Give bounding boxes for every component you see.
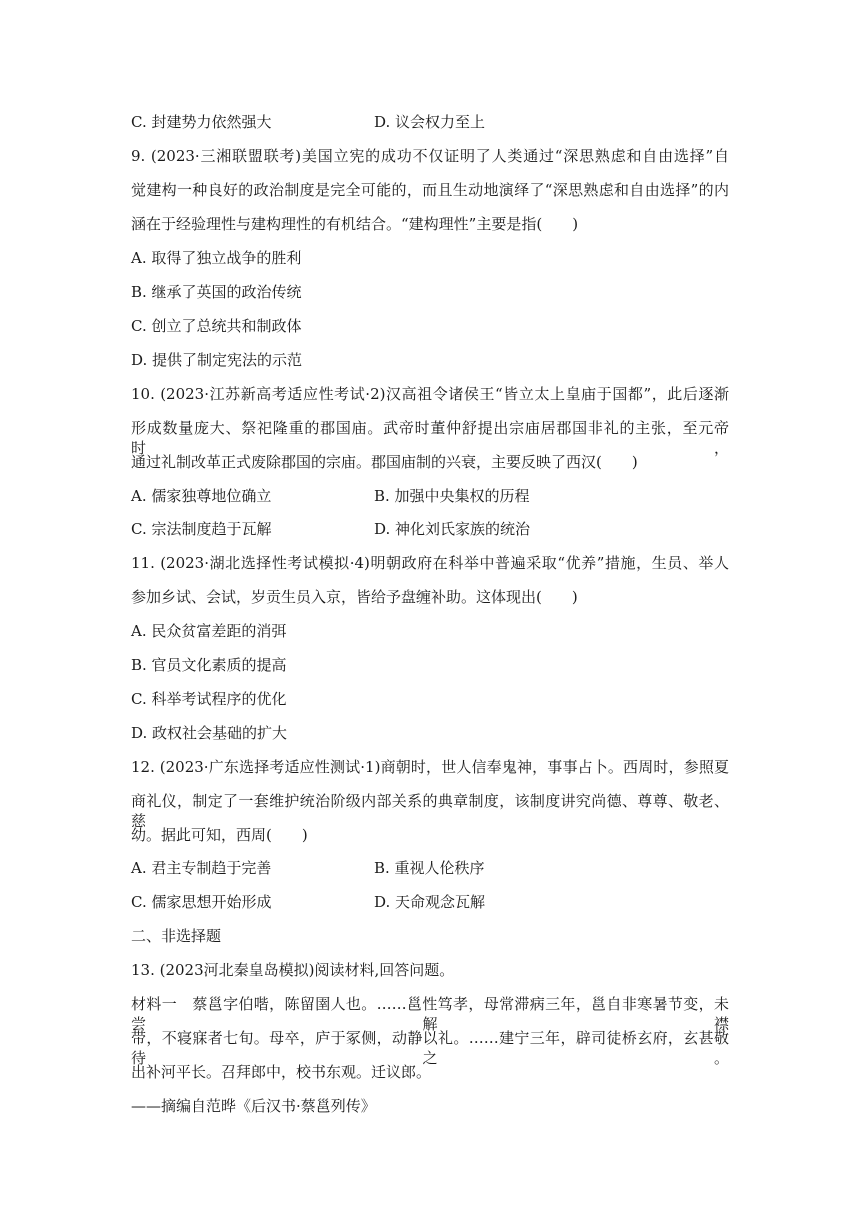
q11-stem-line-2: 参加乡试、会试，岁贡生员入京，皆给予盘缠补助。这体现出( ): [131, 588, 578, 606]
q10-option-c: C. 宗法制度趋于瓦解: [131, 520, 272, 538]
q11-option-d: D. 政权社会基础的扩大: [131, 724, 288, 742]
q10-option-a: A. 儒家独尊地位确立: [131, 487, 272, 505]
q11-option-a: A. 民众贫富差距的消弭: [131, 622, 287, 640]
q13-material-line-1: 材料一 蔡邕字伯喈，陈留圉人也。……邕性笃孝，母常滞病三年，邕自非寒暑节变，未尝解襟: [131, 995, 729, 1033]
q9-option-c: C. 创立了总统共和制政体: [131, 317, 302, 335]
q10-stem-line-2: 形成数量庞大、祭祀隆重的郡国庙。武帝时董仲舒提出宗庙居郡国非礼的主张，至元帝时，: [131, 419, 729, 457]
q9-option-a: A. 取得了独立战争的胜利: [131, 249, 302, 267]
q9-stem-line-1: 9. (2023·三湘联盟联考)美国立宪的成功不仅证明了人类通过“深思熟虑和自由选择”自: [131, 147, 729, 165]
q8-option-d: D. 议会权力至上: [374, 113, 486, 131]
q11-option-b: B. 官员文化素质的提高: [131, 656, 287, 674]
q12-stem-line-2: 商礼仪，制定了一套维护统治阶级内部关系的典章制度，该制度讲究尚德、尊尊、敬老、慈: [131, 792, 729, 830]
q12-option-d: D. 天命观念瓦解: [374, 893, 486, 911]
q8-option-c: C. 封建势力依然强大: [131, 113, 272, 131]
q9-option-b: B. 继承了英国的政治传统: [131, 283, 302, 301]
q12-option-a: A. 君主专制趋于完善: [131, 859, 272, 877]
q13-material-line-2: 带，不寝寐者七旬。母卒，庐于冢侧，动静以礼。……建宁三年，辟司徒桥玄府，玄甚敬待之。: [131, 1029, 729, 1067]
section-title: 二、非选择题: [131, 927, 222, 945]
q12-stem-line-3: 幼。据此可知，西周( ): [131, 826, 308, 844]
q11-option-c: C. 科举考试程序的优化: [131, 690, 287, 708]
q10-stem-line-3: 通过礼制改革正式废除郡国的宗庙。郡国庙制的兴衰，主要反映了西汉( ): [131, 453, 638, 471]
q11-stem-line-1: 11. (2023·湖北选择性考试模拟·4)明朝政府在科举中普遍采取“优养”措施，生员、举人: [131, 554, 729, 572]
q9-stem-line-3: 涵在于经验理性与建构理性的有机结合。“建构理性”主要是指( ): [131, 215, 579, 233]
q10-stem-line-1: 10. (2023·江苏新高考适应性考试·2)汉高祖令诸侯王“皆立太上皇庙于国都”，此后逐渐: [131, 385, 729, 403]
q12-option-b: B. 重视人伦秩序: [374, 859, 485, 877]
q12-option-c: C. 儒家思想开始形成: [131, 893, 272, 911]
q9-option-d: D. 提供了制定宪法的示范: [131, 351, 303, 369]
q13-material-line-3: 出补河平长。召拜郎中，校书东观。迁议郎。: [131, 1063, 432, 1081]
q12-stem-line-1: 12. (2023·广东选择考适应性测试·1)商朝时，世人信奉鬼神，事事占卜。西周时，参照夏: [131, 758, 729, 776]
q13-source: ——摘编自范晔《后汉书·蔡邕列传》: [131, 1097, 376, 1115]
q10-option-d: D. 神化刘氏家族的统治: [374, 520, 531, 538]
q10-option-b: B. 加强中央集权的历程: [374, 487, 530, 505]
q13-stem: 13. (2023河北秦皇岛模拟)阅读材料,回答问题。: [131, 961, 455, 979]
q9-stem-line-2: 觉建构一种良好的政治制度是完全可能的，而且生动地演绎了“深思熟虑和自由选择”的内: [131, 181, 729, 199]
